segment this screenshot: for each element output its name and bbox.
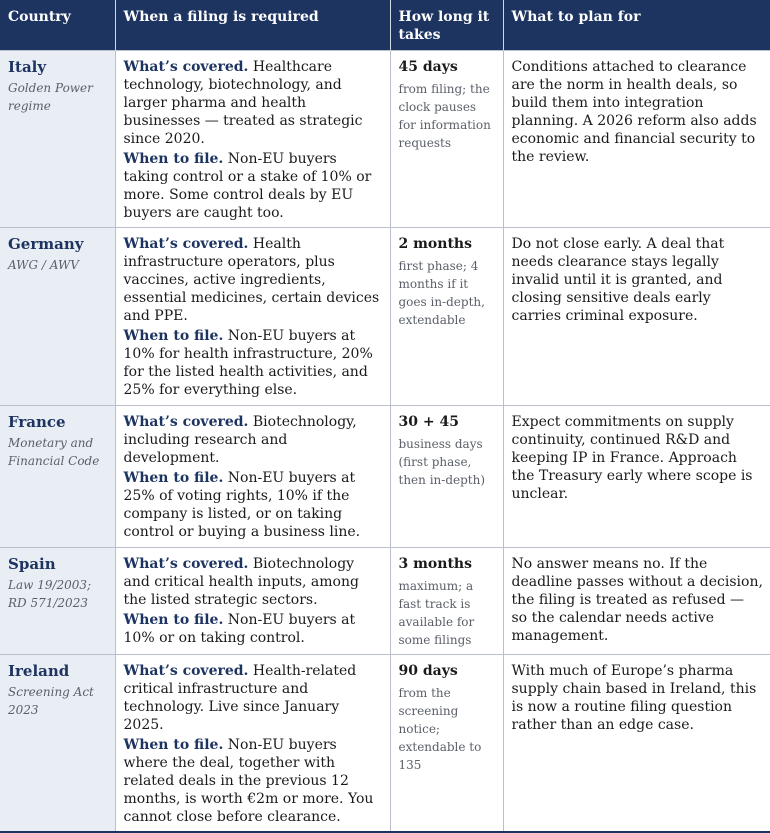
header-duration: How long it takes — [390, 0, 503, 51]
duration-note: from the screening notice; extendable to 135 — [398, 686, 482, 772]
country-name: Ireland — [8, 662, 70, 680]
country-cell — [0, 655, 115, 833]
file-paragraph — [124, 611, 384, 647]
duration-cell — [390, 655, 503, 833]
file-label: When to file. — [123, 328, 224, 344]
file-paragraph — [124, 736, 384, 826]
covered-text: Biotechnology and critical health inputs, among the listed strategic sectors. — [123, 556, 359, 608]
plan-text: Do not close early. A deal that needs clearance stays legally invalid until it is granted, and closing sensitive deals early carries criminal exposure. — [511, 236, 725, 324]
header-plan: What to plan for — [503, 0, 770, 51]
plan-text: Expect commitments on supply continuity, continued R&D and keeping IP in France. Approach the Treasury early where scope is unclear. — [511, 414, 753, 502]
covered-label: What’s covered. — [123, 59, 249, 75]
duration-value: 45 days — [398, 59, 458, 75]
country-cell — [0, 548, 115, 655]
duration-note: business days (first phase, then in-depth) — [398, 437, 486, 487]
covered-text: Health-related critical infrastructure and technology. Live since January 2025. — [123, 663, 357, 733]
file-text: Non-EU buyers at 25% of voting rights, 10% if the company is listed, or on taking control or buying a business line. — [123, 470, 361, 540]
when-cell — [115, 51, 390, 228]
duration-value: 30 + 45 — [398, 414, 459, 430]
file-label: When to file. — [123, 470, 224, 486]
country-name: Spain — [8, 555, 56, 573]
file-text: Non-EU buyers at 10% or on taking control. — [123, 612, 356, 646]
plan-cell — [503, 548, 770, 655]
file-paragraph — [124, 327, 384, 399]
covered-label: What’s covered. — [123, 236, 249, 252]
country-law: Golden Power regime — [8, 81, 93, 113]
table-row-ireland — [0, 655, 770, 833]
country-law: Screening Act 2023 — [8, 685, 94, 717]
covered-paragraph — [124, 662, 384, 734]
country-cell — [0, 406, 115, 548]
duration-cell — [390, 51, 503, 228]
file-text: Non-EU buyers taking control or a stake of 10% or more. Some control deals by EU buyers are caught too. — [123, 151, 372, 221]
duration-note: first phase; 4 months if it goes in-depth, extendable — [398, 259, 485, 327]
covered-text: Biotechnology, including research and development. — [123, 414, 357, 466]
table-row-france — [0, 406, 770, 548]
country-law: Monetary and Financial Code — [8, 436, 100, 468]
plan-text: No answer means no. If the deadline passes without a decision, the filing is treated as refused — so the calendar needs active management. — [511, 556, 763, 644]
country-name: France — [8, 413, 66, 431]
plan-cell — [503, 655, 770, 833]
header-country: Country — [0, 0, 115, 51]
plan-cell — [503, 406, 770, 548]
table-row-germany — [0, 228, 770, 406]
when-cell — [115, 548, 390, 655]
duration-value: 90 days — [398, 663, 458, 679]
plan-cell — [503, 228, 770, 406]
header-row — [0, 0, 770, 51]
covered-text: Health infrastructure operators, plus vaccines, active ingredients, essential medicines, certain devices and PPE. — [123, 236, 380, 324]
country-name: Italy — [8, 58, 47, 76]
covered-paragraph — [124, 235, 384, 325]
file-label: When to file. — [123, 737, 224, 753]
duration-value: 3 months — [398, 556, 472, 572]
duration-cell — [390, 228, 503, 406]
covered-paragraph — [124, 555, 384, 609]
covered-label: What’s covered. — [123, 663, 249, 679]
country-cell — [0, 228, 115, 406]
plan-text: With much of Europe’s pharma supply chain based in Ireland, this is now a routine filing question rather than an edge case. — [511, 663, 757, 733]
file-text: Non-EU buyers at 10% for health infrastructure, 20% for the listed health activities, and 25% for everything else. — [123, 328, 373, 398]
file-paragraph — [124, 150, 384, 222]
covered-label: What’s covered. — [123, 556, 249, 572]
covered-label: What’s covered. — [123, 414, 249, 430]
duration-note: maximum; a fast track is available for some filings — [398, 579, 475, 647]
country-cell — [0, 51, 115, 228]
file-text: Non-EU buyers where the deal, together with related deals in the previous 12 months, is worth €2m or more. You cannot close before clearance. — [123, 737, 374, 825]
duration-value: 2 months — [398, 236, 472, 252]
duration-cell — [390, 406, 503, 548]
table-row-italy — [0, 51, 770, 228]
header-when: When a filing is required — [115, 0, 390, 51]
when-cell — [115, 655, 390, 833]
duration-cell — [390, 548, 503, 655]
country-law: Law 19/2003; RD 571/2023 — [8, 578, 92, 610]
when-cell — [115, 228, 390, 406]
file-label: When to file. — [123, 612, 224, 628]
table-row-spain — [0, 548, 770, 655]
file-paragraph — [124, 469, 384, 541]
country-name: Germany — [8, 235, 84, 253]
covered-paragraph — [124, 413, 384, 467]
covered-text: Healthcare technology, biotechnology, and larger pharma and health businesses — treated as strategic since 2020. — [123, 59, 363, 147]
when-cell — [115, 406, 390, 548]
plan-text: Conditions attached to clearance are the norm in health deals, so build them into integration planning. A 2026 reform also adds economic and financial security to the review. — [511, 59, 757, 165]
covered-paragraph — [124, 58, 384, 148]
duration-note: from filing; the clock pauses for information requests — [398, 82, 491, 150]
file-label: When to file. — [123, 151, 224, 167]
country-law: AWG / AWV — [8, 258, 79, 272]
plan-cell — [503, 51, 770, 228]
